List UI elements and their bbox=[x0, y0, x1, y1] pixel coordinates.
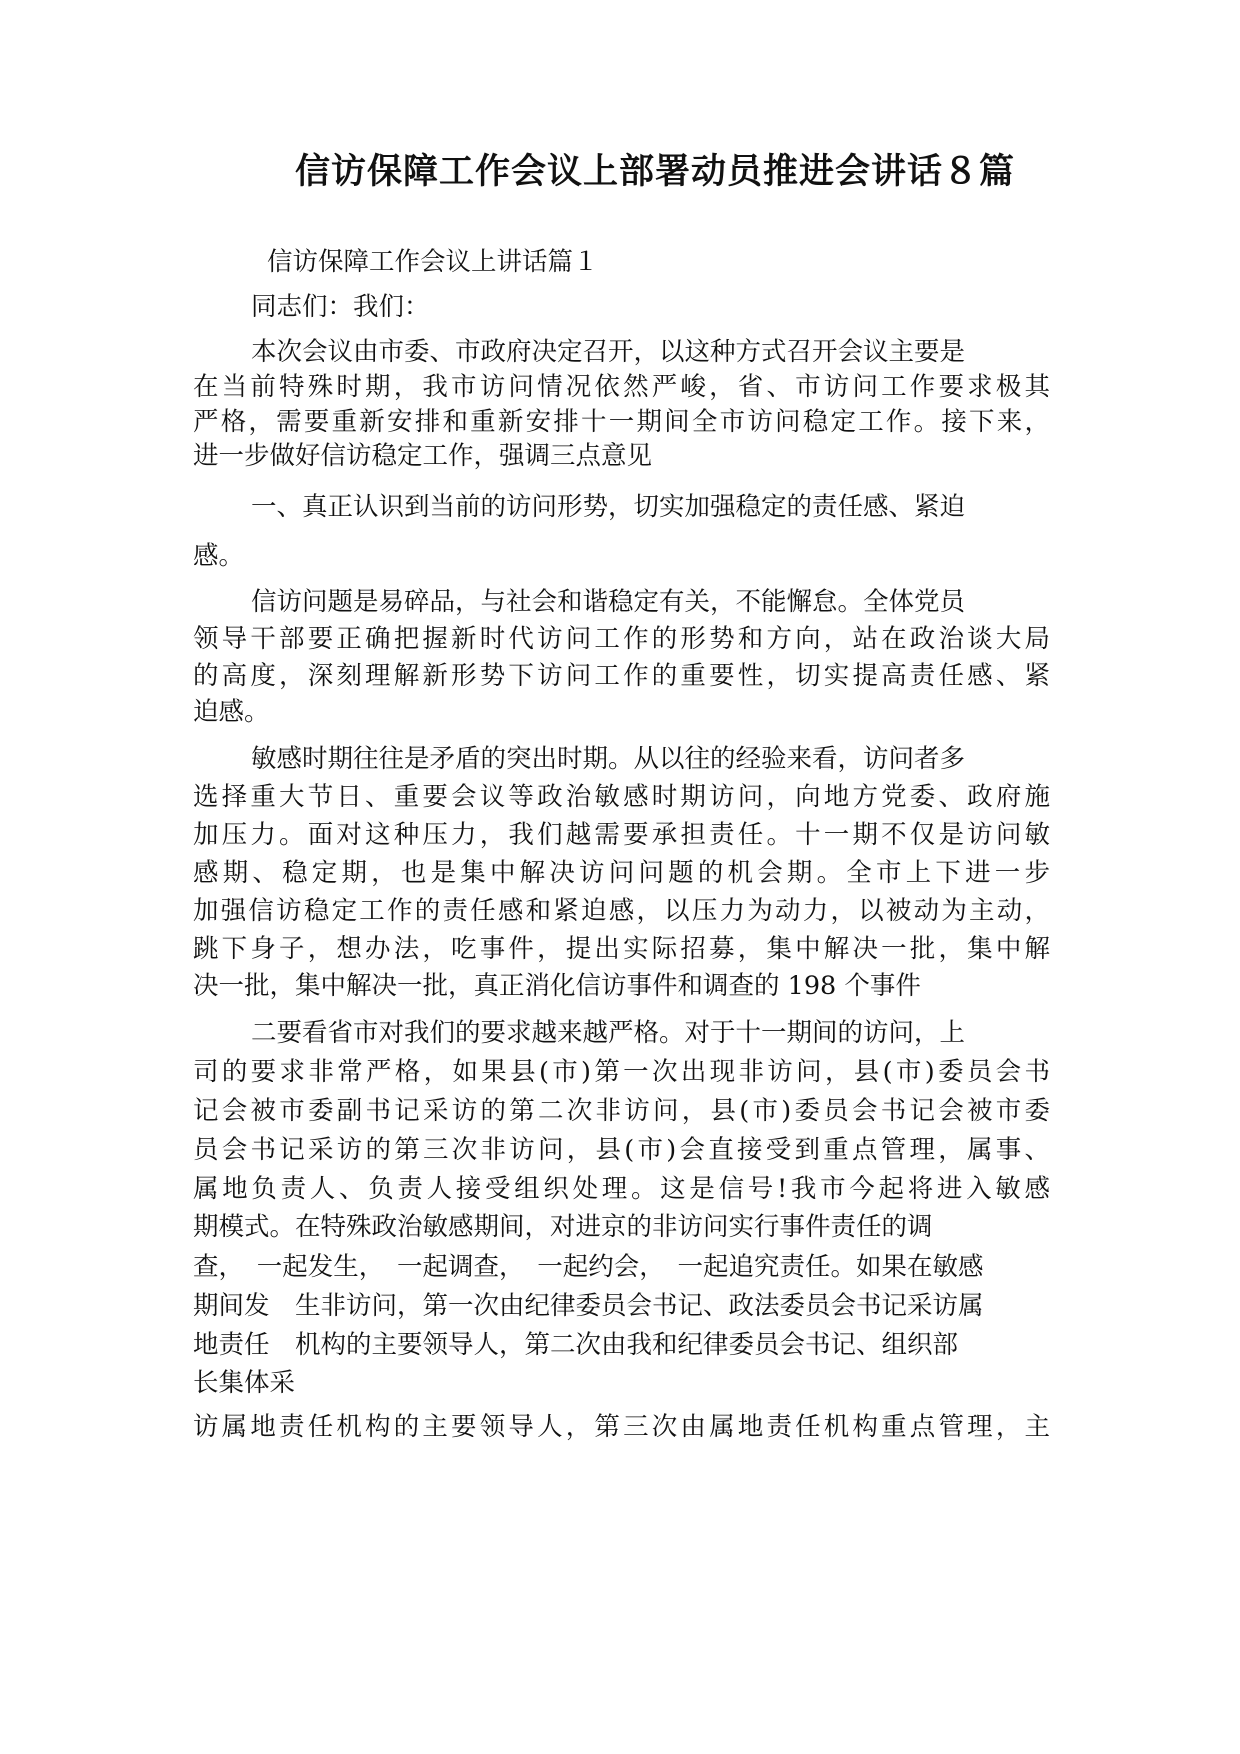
text-line: 长集体采 bbox=[193, 1368, 296, 1398]
text-line: 加压力。面对这种压力，我们越需要承担责任。十一期不仅是访问敏 bbox=[193, 820, 1050, 850]
text-line: 信访问题是易碎品，与社会和谐稳定有关，不能懈怠。全体党员 bbox=[251, 587, 966, 617]
text-line: 跳下身子，想办法，吃事件，提出实际招募，集中解决一批，集中解 bbox=[193, 934, 1050, 964]
text-line: 属地负责人、负责人接受组织处理。这是信号!我市今起将进入敏感 bbox=[193, 1174, 1050, 1204]
text-line: 在当前特殊时期，我市访问情况依然严峻，省、市访问工作要求极其 bbox=[193, 372, 1050, 402]
text-line: 地责任 机构的主要领导人，第二次由我和纪律委员会书记、组织部 bbox=[193, 1330, 959, 1360]
text-line: 一、真正认识到当前的访问形势，切实加强稳定的责任感、紧迫 bbox=[251, 492, 966, 522]
text-line: 严格，需要重新安排和重新安排十一期间全市访问稳定工作。接下来， bbox=[193, 407, 1050, 437]
text-line: 访属地责任机构的主要领导人，第三次由属地责任机构重点管理，主 bbox=[193, 1412, 1050, 1442]
text-line: 加强信访稳定工作的责任感和紧迫感，以压力为动力，以被动为主动， bbox=[193, 896, 1050, 926]
text-line: 记会被市委副书记采访的第二次非访问，县(市)委员会书记会被市委 bbox=[193, 1096, 1050, 1126]
text-line: 查， 一起发生， 一起调查， 一起约会， 一起追究责任。如果在敏感 bbox=[193, 1252, 984, 1282]
text-line: 感期、稳定期，也是集中解决访问问题的机会期。全市上下进一步 bbox=[193, 858, 1050, 888]
text-line: 期模式。在特殊政治敏感期间，对进京的非访问实行事件责任的调 bbox=[193, 1212, 933, 1242]
section-subtitle: 信访保障工作会议上讲话篇１ bbox=[267, 247, 599, 277]
text-line: 进一步做好信访稳定工作，强调三点意见 bbox=[193, 441, 653, 471]
text-line: 感。 bbox=[193, 541, 245, 571]
text-line: 员会书记采访的第三次非访问，县(市)会直接受到重点管理，属事、 bbox=[193, 1135, 1050, 1165]
text-line: 期间发 生非访问，第一次由纪律委员会书记、政法委员会书记采访属 bbox=[193, 1291, 984, 1321]
document-title: 信访保障工作会议上部署动员推进会讲话８篇 bbox=[294, 152, 1015, 192]
text-line: 领导干部要正确把握新时代访问工作的形势和方向，站在政治谈大局 bbox=[193, 624, 1050, 654]
text-line: 选择重大节日、重要会议等政治敏感时期访问，向地方党委、政府施 bbox=[193, 782, 1050, 812]
text-line: 本次会议由市委、市政府决定召开，以这种方式召开会议主要是 bbox=[251, 337, 966, 367]
text-line: 迫感。 bbox=[193, 697, 270, 727]
greeting: 同志们：我们： bbox=[251, 292, 430, 322]
text-line: 司的要求非常严格，如果县(市)第一次出现非访问，县(市)委员会书 bbox=[193, 1057, 1050, 1087]
text-line: 决一批，集中解决一批，真正消化信访事件和调查的 198 个事件 bbox=[193, 971, 921, 1001]
text-line: 二要看省市对我们的要求越来越严格。对于十一期间的访问，上 bbox=[251, 1018, 966, 1048]
text-line: 的高度，深刻理解新形势下访问工作的重要性，切实提高责任感、紧 bbox=[193, 661, 1050, 691]
text-line: 敏感时期往往是矛盾的突出时期。从以往的经验来看，访问者多 bbox=[251, 744, 966, 774]
